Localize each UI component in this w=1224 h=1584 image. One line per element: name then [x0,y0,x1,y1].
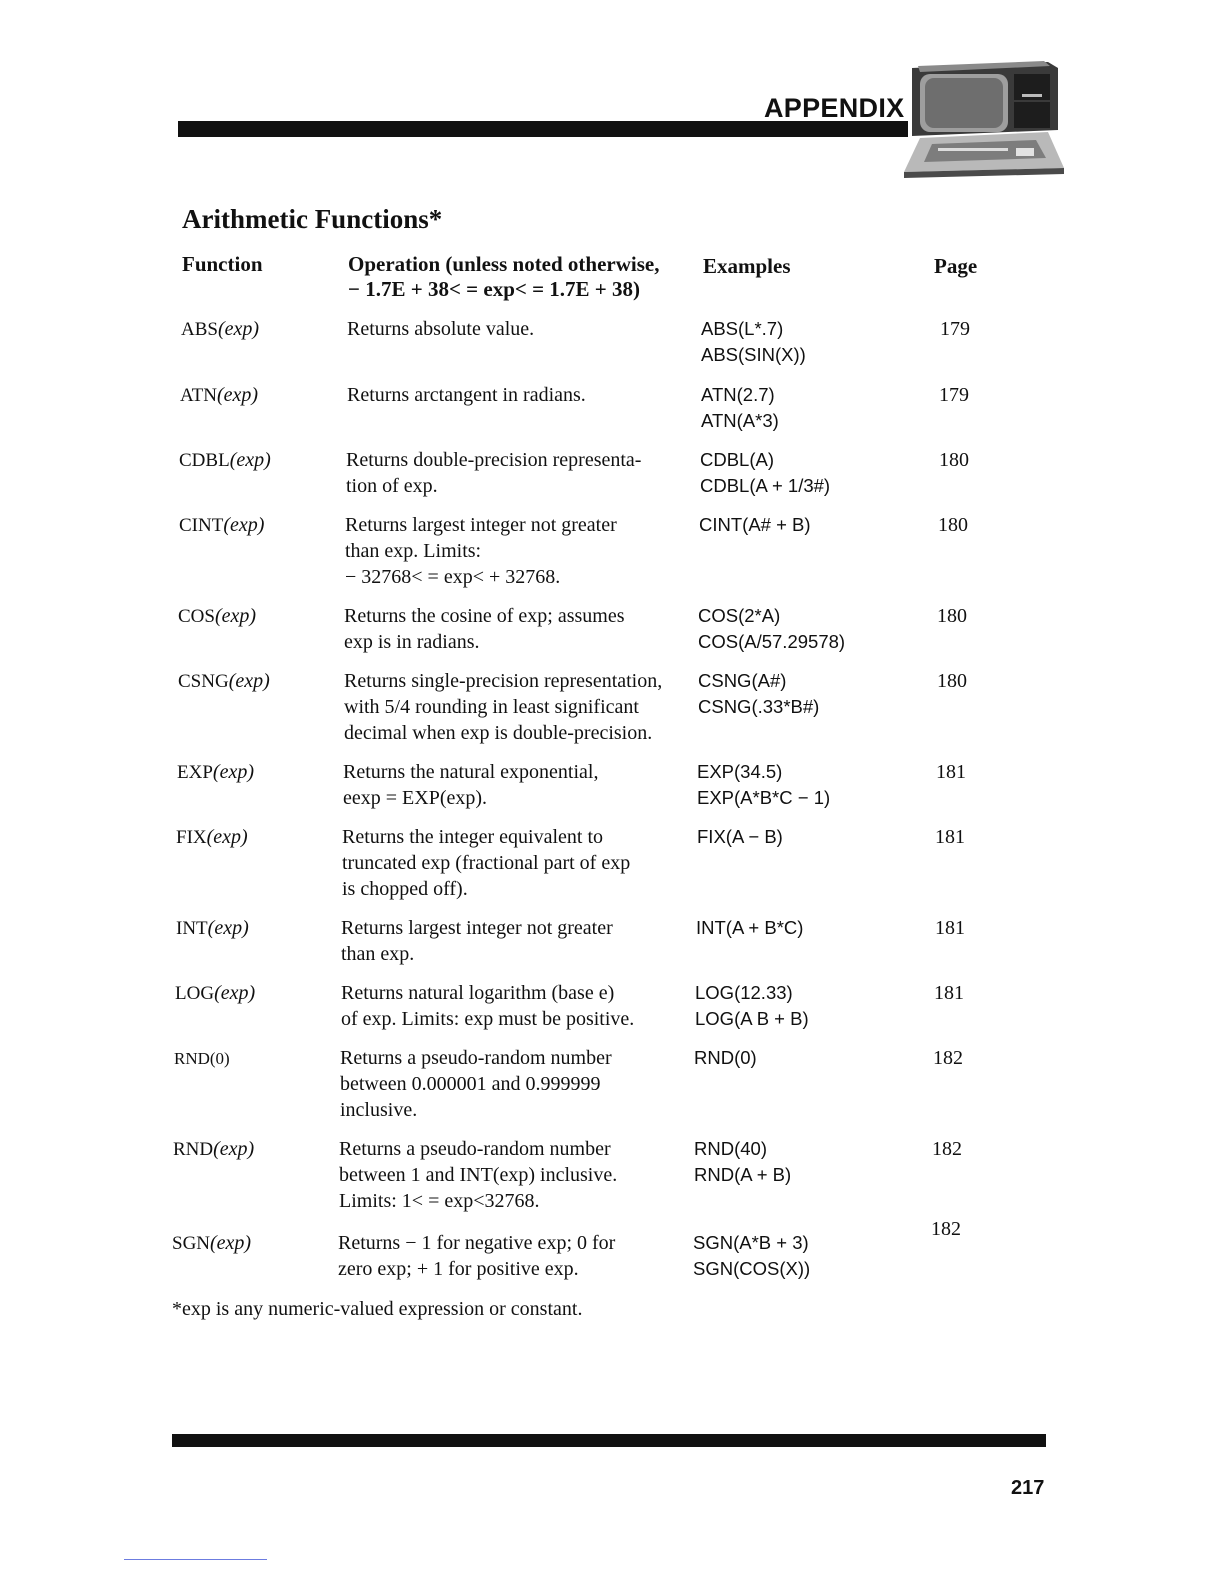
function-arg: (exp) [206,826,248,848]
operation-cell [342,824,687,902]
page-ref: 180 [938,514,968,536]
example-line: CSNG(A#) [698,670,787,691]
example-line: CINT(A# + B) [699,514,811,535]
column-header-examples: Examples [703,254,791,278]
page-ref: 180 [937,670,967,692]
function-cell [175,980,255,1007]
function-arg: (exp) [207,917,249,939]
example-line: ABS(SIN(X)) [701,344,806,365]
example-line: ABS(L*.7) [701,318,784,339]
function-cell [176,915,249,942]
appendix-label: APPENDIX [764,93,905,123]
page-ref: 182 [931,1218,961,1240]
section-title: Arithmetic Functions* [182,204,443,234]
scan-artifact-line [124,1559,267,1560]
function-name: CDBL [179,450,230,471]
operation-cell [347,382,692,408]
examples-cell [701,316,806,368]
column-header-page: Page [934,254,978,278]
function-name: CSNG [178,671,229,692]
function-cell [177,759,254,786]
operation-line: Returns double-precision representa- [346,449,642,471]
footnote: *exp is any numeric-valued expression or constant. [172,1298,583,1320]
operation-line: between 0.000001 and 0.999999 [340,1073,601,1095]
operation-line: than exp. Limits: [345,540,482,562]
example-line: COS(2*A) [698,605,781,626]
operation-header-line-2: − 1.7E + 38< = exp< = 1.7E + 38) [348,277,641,301]
operation-line: Returns largest integer not greater [341,917,613,939]
function-cell [172,1230,251,1257]
function-cell [176,824,248,851]
page-number: 217 [1011,1477,1045,1499]
function-arg: (exp) [228,670,270,692]
operation-cell [341,980,686,1032]
example-line: SGN(COS(X)) [693,1258,811,1279]
operation-line: decimal when exp is double-precision. [344,722,653,744]
examples-cell [700,447,830,499]
operation-line: − 32768< = exp< + 32768. [345,566,561,588]
examples-cell [698,603,845,655]
operation-line: Returns a pseudo-random number [339,1138,611,1160]
example-line: CDBL(A + 1/3#) [700,475,831,496]
function-name: RND(0) [174,1049,230,1068]
operation-cell [340,1045,685,1123]
operation-line: with 5/4 rounding in least significant [344,696,639,718]
column-header-function: Function [182,252,263,276]
page-ref: 181 [935,826,965,848]
footer-rule [172,1434,1046,1447]
function-name: ABS [181,319,218,340]
operation-line: Returns single-precision representation, [344,670,663,692]
function-cell [180,382,258,409]
example-line: RND(40) [694,1138,767,1159]
operation-line: of exp. Limits: exp must be positive. [341,1008,635,1030]
operation-cell [345,512,690,590]
function-arg: (exp) [214,982,256,1004]
function-arg: (exp) [217,318,260,340]
page-ref: 179 [939,384,969,406]
function-name: SGN [172,1233,211,1254]
page-ref: 180 [937,605,967,627]
operation-cell [344,603,689,655]
example-line: COS(A/57.29578) [698,631,846,652]
operation-line: Returns the cosine of exp; assumes [344,605,625,627]
example-line: EXP(A*B*C − 1) [697,787,831,808]
function-name: LOG [175,983,215,1004]
examples-cell [693,1230,810,1282]
function-arg: (exp) [212,761,254,783]
examples-cell [698,668,819,720]
function-arg: (exp) [229,449,271,471]
page-ref: 181 [936,761,966,783]
operation-line: Returns a pseudo-random number [340,1047,612,1069]
example-line: CDBL(A) [700,449,775,470]
operation-line: than exp. [341,943,415,965]
example-line: RND(0) [694,1047,757,1068]
examples-cell [695,980,809,1032]
page-ref: 182 [932,1138,962,1160]
function-name: FIX [176,827,207,848]
column-header-operation [348,252,660,302]
operation-cell [346,447,691,499]
function-arg: (exp) [216,384,259,406]
example-line: LOG(12.33) [695,982,793,1003]
operation-line: zero exp; + 1 for positive exp. [338,1258,579,1280]
example-line: RND(A + B) [694,1164,792,1185]
examples-cell [697,824,783,850]
example-line: EXP(34.5) [697,761,783,782]
example-line: CSNG(.33*B#) [698,696,820,717]
operation-cell [343,759,688,811]
examples-cell [701,382,779,434]
operation-line: Returns − 1 for negative exp; 0 for [338,1232,616,1254]
operation-line: Returns arctangent in radians. [347,384,586,406]
operation-line: is chopped off). [342,878,468,900]
operation-line: inclusive. [340,1099,418,1121]
function-cell [178,603,256,630]
function-cell [179,447,271,474]
function-arg: (exp) [210,1232,252,1254]
page-ref: 181 [935,917,965,939]
operation-cell [347,316,692,342]
operation-line: Returns absolute value. [347,318,535,340]
function-arg: (exp) [213,1138,255,1160]
operation-line: Limits: 1< = exp<32768. [339,1190,540,1212]
page-ref: 180 [939,449,969,471]
function-arg: (exp) [214,605,257,627]
function-cell [181,316,259,343]
example-line: LOG(A B + B) [695,1008,809,1029]
page-ref: 181 [934,982,964,1004]
function-arg: (exp) [223,514,265,536]
example-line: SGN(A*B + 3) [693,1232,809,1253]
example-line: ATN(2.7) [701,384,775,405]
page-ref: 182 [933,1047,963,1069]
examples-cell [694,1045,757,1071]
operation-line: Returns the natural exponential, [343,761,599,783]
operation-line: eexp = EXP(exp). [343,787,488,809]
example-line: INT(A + B*C) [696,917,804,938]
function-cell [178,668,270,695]
operation-line: Returns natural logarithm (base e) [341,982,615,1004]
operation-header-line-1: Operation (unless noted otherwise, [348,252,660,276]
operation-line: tion of exp. [346,475,438,497]
function-name: INT [176,918,208,939]
operation-line: exp is in radians. [344,631,480,653]
example-line: FIX(A − B) [697,826,783,847]
operation-line: Returns the integer equivalent to [342,826,604,848]
examples-cell [694,1136,791,1188]
operation-cell [341,915,686,967]
function-name: RND [173,1139,214,1160]
examples-cell [696,915,803,941]
function-name: CINT [179,515,224,536]
operation-line: Returns largest integer not greater [345,514,617,536]
computer-terminal-icon [898,58,1066,182]
function-cell [179,512,264,539]
operation-cell [338,1230,683,1282]
examples-cell [699,512,811,538]
function-name: EXP [177,762,213,783]
function-name: ATN [180,385,217,406]
operation-line: between 1 and INT(exp) inclusive. [339,1164,618,1186]
operation-cell [339,1136,684,1214]
examples-cell [697,759,830,811]
example-line: ATN(A*3) [701,410,779,431]
function-cell [173,1136,254,1163]
page-ref: 179 [940,318,970,340]
function-cell [174,1045,230,1072]
operation-line: truncated exp (fractional part of exp [342,852,631,874]
function-name: COS [178,606,215,627]
operation-cell [344,668,689,746]
